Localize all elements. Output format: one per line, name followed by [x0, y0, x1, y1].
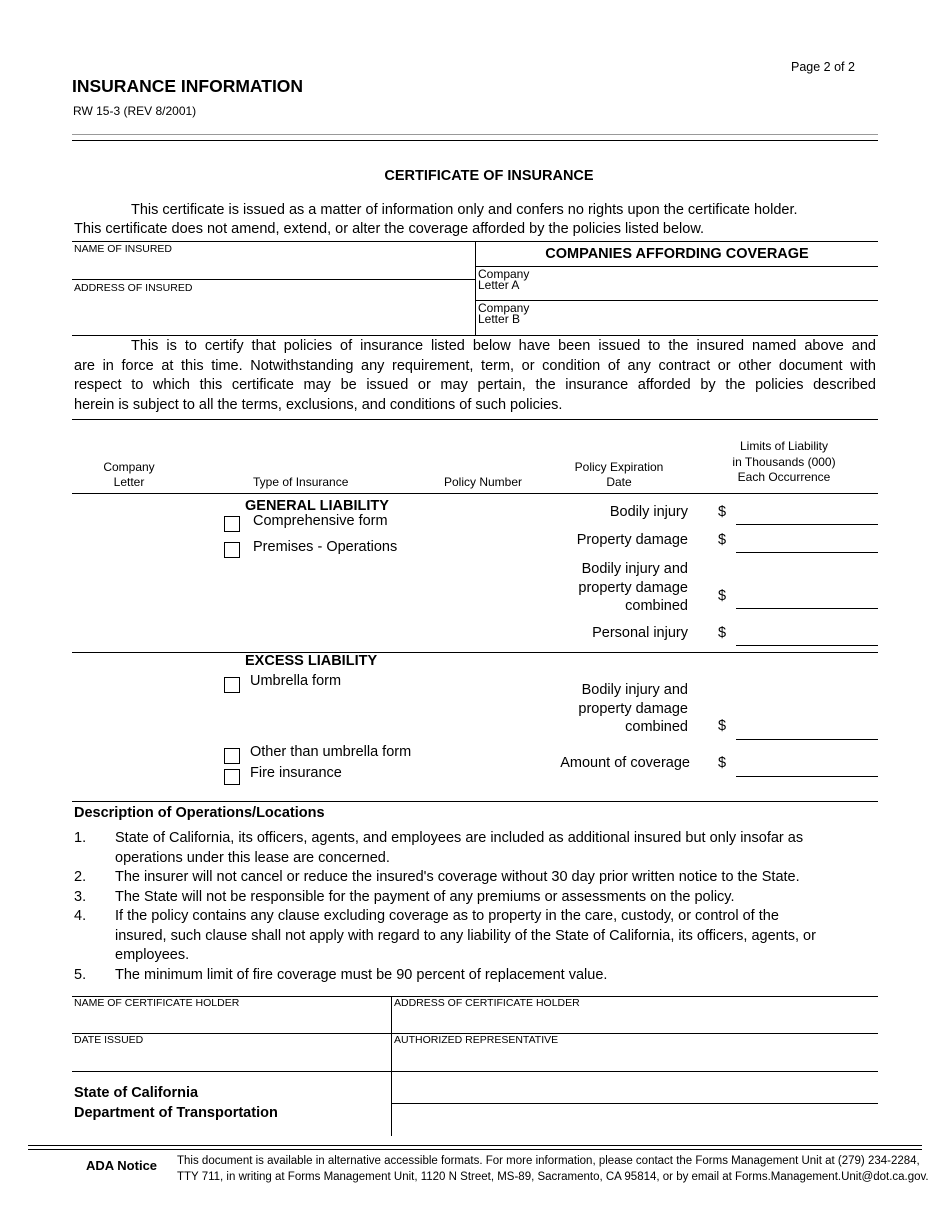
ada-line-2: TTY 711, in writing at Forms Management Unit, 1120 N Street, MS-89, Sacramento, CA 95814, or by email at Forms.Management.Unit@dot.ca.gov. [177, 1170, 929, 1183]
excess-liability-rule [72, 801, 878, 802]
ada-notice-text [177, 1154, 950, 1185]
el-combined-line3: combined [625, 719, 688, 735]
operations-item-line: The minimum limit of fire coverage must be 90 percent of replacement value. [115, 966, 608, 983]
operations-item-line: If the policy contains any clause excluding coverage as to property in the care, custody, or control of the [115, 908, 779, 924]
company-b-label [478, 303, 529, 325]
col-policy-expiration-line2: Date [606, 475, 632, 489]
bodily-injury-label: Bodily injury [609, 504, 688, 520]
bodily-injury-field[interactable] [736, 524, 878, 525]
operations-item-line: The insurer will not cancel or reduce the insured's coverage without 30 day prior written notice to the State. [115, 869, 800, 885]
companies-heading: COMPANIES AFFORDING COVERAGE [545, 246, 809, 262]
agency-line-2: Department of Transportation [74, 1104, 278, 1121]
agency-line-1: State of California [74, 1085, 199, 1101]
operations-item-1 [74, 829, 884, 868]
company-a-rule [475, 300, 878, 301]
operations-item-text [115, 829, 803, 868]
footer-rule-1 [28, 1145, 922, 1146]
comprehensive-form-label: Comprehensive form [253, 513, 388, 529]
property-damage-dollar: $ [718, 532, 727, 548]
holder-row-rule-2 [72, 1071, 878, 1072]
amount-of-coverage-dollar: $ [718, 755, 727, 771]
operations-item-3 [74, 888, 884, 908]
comprehensive-form-checkbox[interactable] [224, 516, 240, 532]
amount-of-coverage-field[interactable] [736, 776, 878, 777]
form-number: RW 15-3 (REV 8/2001) [73, 104, 197, 118]
name-of-insured-label: NAME OF INSURED [74, 243, 173, 255]
el-combined-field[interactable] [736, 739, 878, 740]
companies-heading-rule [475, 266, 878, 267]
umbrella-form-checkbox[interactable] [224, 677, 240, 693]
property-damage-field[interactable] [736, 552, 878, 553]
authorized-representative-label: AUTHORIZED REPRESENTATIVE [394, 1034, 559, 1046]
holder-signature-rule [391, 1103, 878, 1104]
amount-of-coverage-label: Amount of coverage [560, 755, 690, 771]
company-b-label-line2: Letter B [478, 312, 521, 326]
page-indicator: Page 2 of 2 [791, 60, 855, 74]
holder-vertical-divider [391, 996, 392, 1136]
certify-rule [72, 419, 878, 420]
company-a-label-line2: Letter A [478, 278, 520, 292]
header-rule [72, 140, 878, 141]
col-type-of-insurance: Type of Insurance [253, 475, 349, 489]
header-rule-top [72, 134, 878, 135]
ada-notice-label: ADA Notice [86, 1158, 158, 1173]
personal-injury-label: Personal injury [592, 625, 688, 641]
el-combined-line2: property damage [578, 700, 688, 717]
general-liability-heading: GENERAL LIABILITY [245, 498, 389, 514]
col-limits-line3: Each Occurrence [737, 470, 831, 484]
operations-item-4 [74, 907, 884, 966]
certificate-title: CERTIFICATE OF INSURANCE [384, 168, 594, 184]
gl-combined-line1: Bodily injury and [581, 561, 688, 577]
el-combined-line1: Bodily injury and [581, 682, 688, 698]
col-limits-line1: Limits of Liability [739, 439, 829, 453]
operations-item-number: 4. [74, 908, 87, 924]
el-combined-label [520, 681, 688, 737]
operations-item-line: insured, such clause shall not apply with regard to any liability of the State of California, its officers, agents, or [115, 927, 816, 944]
personal-injury-field[interactable] [736, 645, 878, 646]
fire-insurance-checkbox[interactable] [224, 769, 240, 785]
excess-liability-heading: EXCESS LIABILITY [245, 653, 378, 669]
fire-insurance-label: Fire insurance [250, 765, 342, 781]
col-company-letter [88, 460, 170, 490]
certify-line-2: are in force at this time. Notwithstanding any requirement, term, or condition of any contract or other document with [74, 357, 876, 374]
insured-divider [72, 279, 475, 280]
operations-item-5 [74, 966, 884, 986]
certify-line-3: respect to which this certificate may be issued or may pertain, the insurance afforded by the policies described [74, 377, 876, 393]
el-combined-dollar: $ [718, 718, 727, 734]
certify-line-1: This is to certify that policies of insurance listed below have been issued to the insured named above and [131, 338, 876, 354]
intro-line-2: This certificate does not amend, extend, or alter the coverage afforded by the policies listed below. [74, 221, 705, 237]
operations-item-line: employees. [115, 947, 190, 963]
col-limits-of-liability [718, 439, 850, 486]
name-of-certificate-holder-label: NAME OF CERTIFICATE HOLDER [74, 997, 240, 1009]
operations-item-line: operations under this lease are concerned. [115, 849, 390, 866]
certificate-intro [74, 201, 878, 221]
certify-paragraph [74, 337, 876, 415]
other-than-umbrella-checkbox[interactable] [224, 748, 240, 764]
certify-line-4: herein is subject to all the terms, exclusions, and conditions of such policies. [74, 396, 563, 413]
gl-combined-line3: combined [625, 598, 688, 614]
other-than-umbrella-label: Other than umbrella form [250, 744, 412, 760]
table-header-rule [72, 493, 878, 494]
operations-item-line: The State will not be responsible for the payment of any premiums or assessments on the policy. [115, 888, 735, 905]
bodily-injury-dollar: $ [718, 504, 727, 520]
col-company-letter-line1: Company [103, 460, 155, 474]
operations-item-text [115, 907, 816, 966]
premises-operations-checkbox[interactable] [224, 542, 240, 558]
col-company-letter-line2: Letter [113, 475, 145, 489]
operations-list [74, 829, 884, 985]
col-policy-expiration [565, 460, 673, 490]
address-of-insured-label: ADDRESS OF INSURED [74, 282, 193, 294]
personal-injury-dollar: $ [718, 625, 727, 641]
gl-combined-field[interactable] [736, 608, 878, 609]
company-b-label-line1: Company [478, 301, 530, 315]
premises-operations-label: Premises - Operations [253, 539, 398, 555]
col-limits-line2: in Thousands (000) [732, 454, 836, 469]
address-of-certificate-holder-label: ADDRESS OF CERTIFICATE HOLDER [394, 997, 580, 1009]
gl-combined-label [520, 560, 688, 616]
company-a-label-line1: Company [478, 267, 530, 281]
date-issued-label: DATE ISSUED [74, 1034, 144, 1046]
gl-combined-dollar: $ [718, 588, 727, 604]
col-policy-expiration-line1: Policy Expiration [574, 460, 664, 474]
operations-item-number: 3. [74, 888, 87, 905]
umbrella-form-label: Umbrella form [250, 673, 342, 689]
operations-item-number: 5. [74, 966, 87, 983]
page-title: INSURANCE INFORMATION [72, 76, 304, 96]
property-damage-label: Property damage [576, 532, 688, 548]
ada-line-1: This document is available in alternative accessible formats. For more information, please contact the Forms Management Unit at (279) 234-2284, [177, 1155, 920, 1167]
col-policy-number: Policy Number [444, 475, 523, 489]
operations-item-number: 1. [74, 830, 87, 846]
gl-combined-line2: property damage [578, 579, 688, 596]
operations-heading: Description of Operations/Locations [74, 805, 325, 821]
intro-line-1: This certificate is issued as a matter of information only and confers no rights upon the certificate holder. [131, 202, 798, 218]
footer-rule-2 [28, 1149, 922, 1150]
operations-item-2 [74, 868, 884, 888]
company-a-label [478, 269, 529, 291]
insured-box-bottom [72, 335, 878, 336]
agency-name [74, 1084, 278, 1123]
general-liability-rule [72, 652, 878, 653]
operations-item-number: 2. [74, 869, 87, 885]
operations-item-line: State of California, its officers, agents, and employees are included as additional insured but only insofar as [115, 830, 804, 846]
